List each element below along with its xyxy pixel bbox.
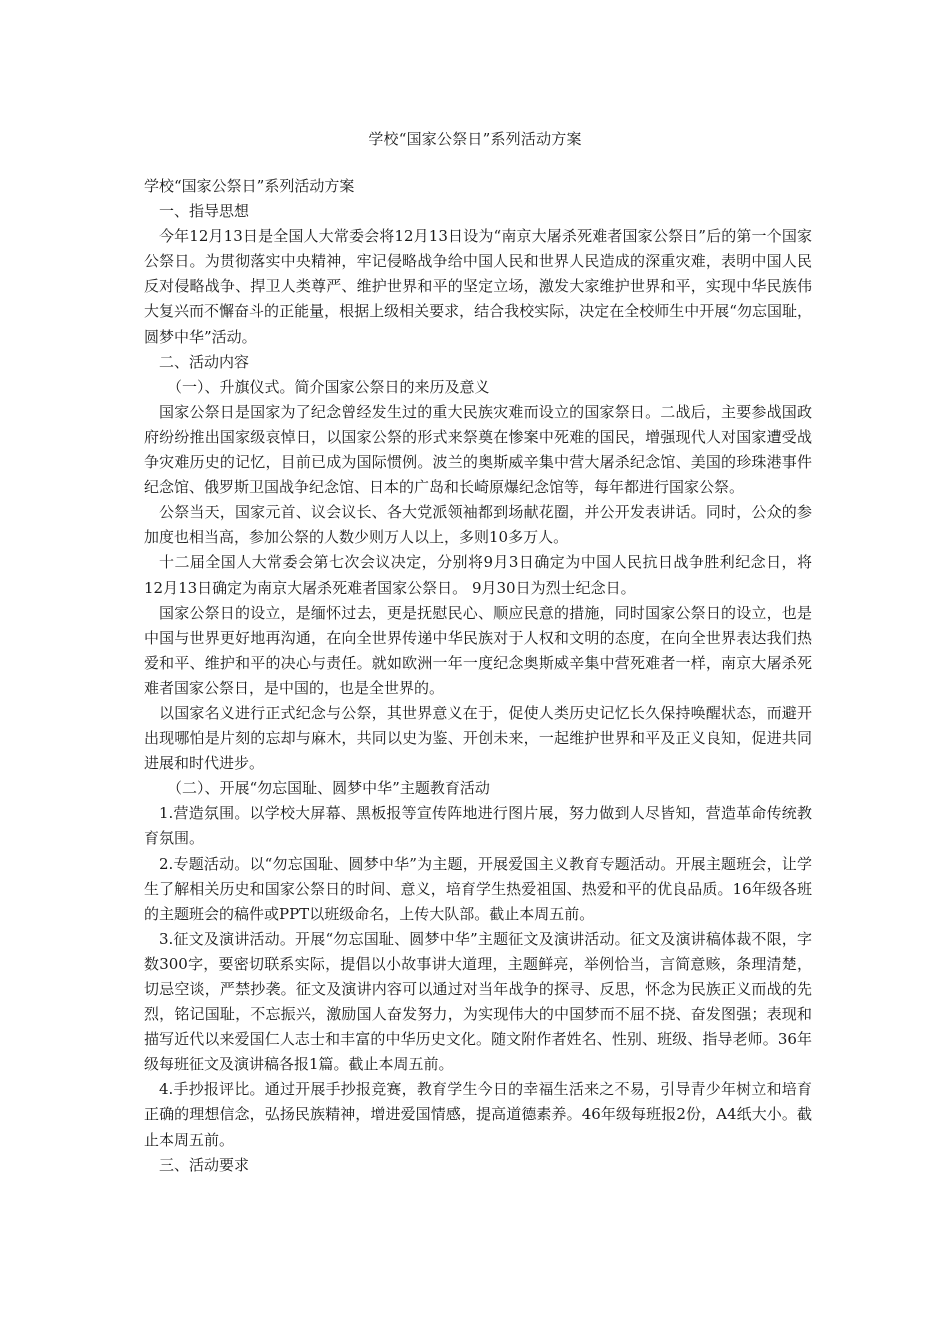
list-item-themed-activity: 2.专题活动。以“勿忘国耻、圆梦中华”为主题，开展爱国主义教育专题活动。开展主题班会，让学生了解相关历史和国家公祭日的时间、意义，培育学生热爱祖国、热爱和平的优良品质。16年级各班的主题班会的稿件或PPT以班级命名，上传大队部。截止本周五前。 (144, 854, 812, 923)
paragraph-memorial-day-significance: 国家公祭日的设立，是缅怀过去，更是抚慰民心、顺应民意的措施，同时国家公祭日的设立，也是中国与世界更好地再沟通，在向全世界传递中华民族对于人权和文明的态度，在向全世界表达我们热爱和平、维护和平的决心与责任。就如欧洲一年一度纪念奥斯威辛集中营死难者一样，南京大屠杀死难者国家公祭日，是中国的，也是全世界的。 (144, 603, 812, 697)
list-item-handwritten-newspaper: 4.手抄报评比。通过开展手抄报竞赛，教育学生今日的幸福生活来之不易，引导青少年树立和培育正确的理想信念，弘扬民族精神，增进爱国情感，提高道德素养。46年级每班报2份，A4纸大小。截止本周五前。 (144, 1080, 812, 1149)
section-heading-guiding-ideology: 一、指导思想 (159, 202, 250, 221)
document-title: 学校“国家公祭日”系列活动方案 (368, 130, 582, 148)
section-heading-activity-requirements: 三、活动要求 (159, 1155, 250, 1174)
paragraph-world-significance: 以国家名义进行正式纪念与公祭，其世界意义在于，促使人类历史记忆长久保持唤醒状态，而避开出现哪怕是片刻的忘却与麻木，共同以史为鉴、开创未来，一起维护世界和平及正义良知，促进共同进展和时代进步。 (144, 703, 812, 773)
paragraph-memorial-day-attendance: 公祭当天，国家元首、议会议长、各大党派领袖都到场献花圈，并公开发表讲话。同时，公众的参加度也相当高，参加公祭的人数少则万人以上，多则10多万人。 (144, 503, 812, 547)
list-item-atmosphere: 1.营造氛围。以学校大屏幕、黑板报等宣传阵地进行图片展，努力做到人尽皆知，营造革命传统教育氛围。 (144, 804, 812, 848)
subsection-heading-flag-ceremony: （一）、升旗仪式。简介国家公祭日的来历及意义 (167, 377, 490, 396)
paragraph-memorial-day-origin: 国家公祭日是国家为了纪念曾经发生过的重大民族灾难而设立的国家祭日。二战后，主要参战国政府纷纷推出国家级哀悼日，以国家公祭的形式来祭奠在惨案中死难的国民，增强现代人对国家遭受战争灾难历史的记忆，目前已成为国际惯例。波兰的奥斯威辛集中营大屠杀纪念馆、美国的珍珠港事件纪念馆、俄罗斯卫国战争纪念馆、日本的广岛和长崎原爆纪念馆等，每年都进行国家公祭。 (144, 402, 812, 497)
document-body (144, 174, 812, 1178)
subsection-heading-theme-education: （二）、开展“勿忘国耻、圆梦中华”主题教育活动 (167, 779, 490, 798)
paragraph-npc-decision: 十二届全国人大常委会第七次会议决定，分别将9月3日确定为中国人民抗日战争胜利纪念日，将12月13日确定为南京大屠杀死难者国家公祭日。 9月30日为烈士纪念日。 (144, 553, 812, 597)
paragraph-guiding-ideology: 今年12月13日是全国人大常委会将12月13日设为“南京大屠杀死难者国家公祭日”后的第一个国家公祭日。为贯彻落实中央精神，牢记侵略战争给中国人民和世界人民造成的深重灾难，表明中国人民反对侵略战争、捍卫人类尊严、维护世界和平的坚定立场，激发大家维护世界和平，实现中华民族伟大复兴而不懈奋斗的正能量，根据上级相关要求，结合我校实际，决定在全校师生中开展“勿忘国耻，圆梦中华”活动。 (144, 227, 812, 346)
document-subtitle: 学校“国家公祭日”系列活动方案 (144, 177, 355, 195)
list-item-essay-speech: 3.征文及演讲活动。开展“勿忘国耻、圆梦中华”主题征文及演讲活动。征文及演讲稿体裁不限，字数300字，要密切联系实际，提倡以小故事讲大道理，主题鲜亮，举例恰当，言简意赅，条理清楚，切忌空谈，严禁抄袭。征文及演讲内容可以通过对当年战争的探寻、反思，怀念为民族正义而战的先烈，铭记国耻，不忘振兴，激励国人奋发努力，为实现伟大的中国梦而不屈不挠、奋发图强；表现和描写近代以来爱国仁人志士和丰富的中华历史文化。随文附作者姓名、性别、班级、指导老师。36年级每班征文及演讲稿各报1篇。截止本周五前。 (144, 929, 812, 1074)
section-heading-activity-content: 二、活动内容 (159, 352, 250, 371)
